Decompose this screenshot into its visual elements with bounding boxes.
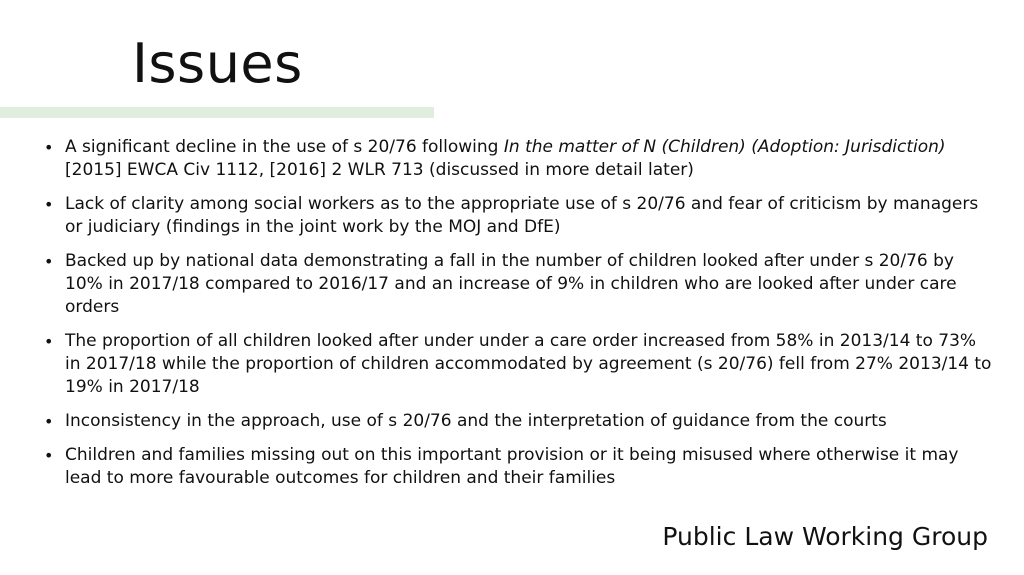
footer-org-name: Public Law Working Group (662, 522, 988, 551)
bullet-text: Inconsistency in the approach, use of s 20/76 and the interpretation of guidance from the courts (65, 411, 887, 431)
bullet-text: Children and families missing out on this important provision or it being misused where otherwise it may lead to more favourable outcomes for children and their families (65, 445, 959, 488)
bullet-icon: • (44, 446, 54, 465)
bullet-item (44, 410, 994, 433)
bullet-item (44, 250, 994, 319)
bullet-icon: • (44, 412, 54, 431)
bullet-icon: • (44, 195, 54, 214)
bullet-item (44, 193, 994, 239)
slide-title: Issues (132, 32, 303, 95)
bullet-text: The proportion of all children looked after under under a care order increased from 58% in 2013/14 to 73% in 2017/18 while the proportion of children accommodated by agreement (s 20/76) fell from 27% 2013/14 to 19% in 2017/18 (65, 331, 992, 397)
bullet-text: Lack of clarity among social workers as to the appropriate use of s 20/76 and fear of criticism by managers or judiciary (findings in the joint work by the MOJ and DfE) (65, 194, 979, 237)
bullet-item (44, 136, 994, 182)
bullet-text (65, 136, 994, 182)
bullet-icon: • (44, 252, 54, 271)
case-citation-italic: In the matter of N (Children) (Adoption: Jurisdiction) (503, 137, 946, 157)
title-accent-bar (0, 107, 434, 118)
bullet-text: Backed up by national data demonstrating a fall in the number of children looked after under s 20/76 by 10% in 2017/18 compared to 2016/17 and an increase of 9% in children who are looked after under care orders (65, 251, 957, 317)
bullet-item (44, 444, 994, 490)
bullet-icon: • (44, 138, 54, 157)
bullet-item (44, 330, 994, 399)
bullet-text-plain: [2015] EWCA Civ 1112, [2016] 2 WLR 713 (discussed in more detail later) (65, 160, 694, 180)
bullet-icon: • (44, 332, 54, 351)
bullet-list (44, 136, 994, 501)
bullet-text-plain: A significant decline in the use of s 20/76 following (65, 137, 504, 157)
